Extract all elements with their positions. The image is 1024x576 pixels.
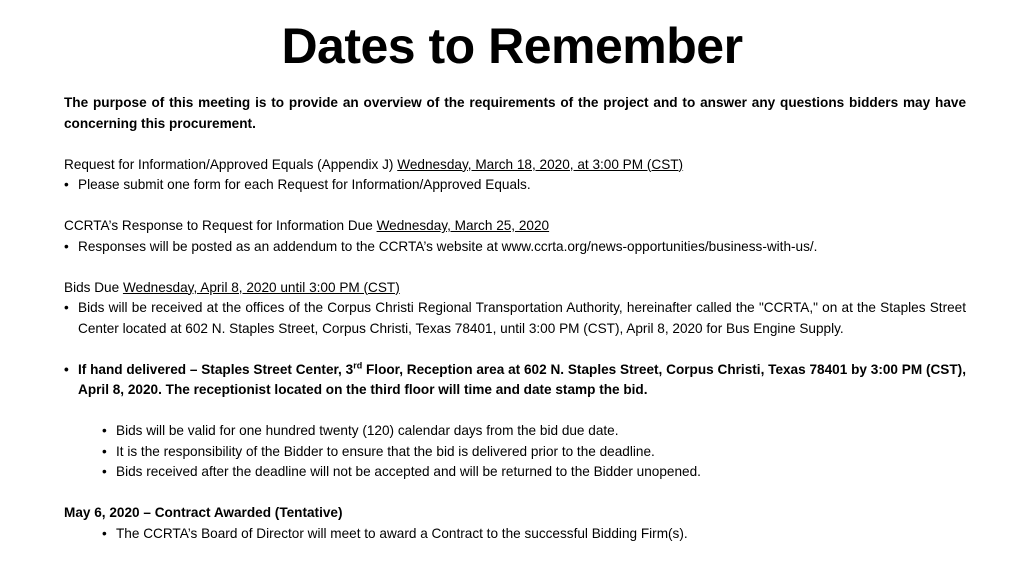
bullet-icon: • xyxy=(102,423,107,438)
bids-date: Wednesday, April 8, 2020 until 3:00 PM (CST) xyxy=(122,279,400,295)
spacer xyxy=(64,196,966,217)
bids-label: Bids Due xyxy=(64,279,123,295)
response-date: Wednesday, March 25, 2020 xyxy=(376,218,550,233)
bullet-icon: • xyxy=(102,464,107,479)
bids-heading xyxy=(64,278,966,299)
hand-part2: Floor, Reception area at 602 N. Staples Street, Corpus Christi, Texas 78401 by 3:00 PM (CST), April 8, 2020. The receptionist located on the third floor will time and date stamp the bid. xyxy=(78,361,966,397)
response-label: CCRTA’s Response to Request for Information Due xyxy=(64,218,377,233)
list-item xyxy=(64,524,966,545)
response-heading xyxy=(64,216,966,237)
bullet-icon: • xyxy=(64,238,69,254)
award-bullet-text: The CCRTA’s Board of Director will meet to award a Contract to the successful Bidding Firm(s). xyxy=(116,525,688,541)
bullet-icon: • xyxy=(64,300,69,315)
list-item xyxy=(64,421,966,442)
spacer xyxy=(64,339,966,360)
sub-bullet-text: Bids will be valid for one hundred twenty (120) calendar days from the bid due date. xyxy=(116,423,619,438)
list-item xyxy=(64,298,966,339)
bullet-icon: • xyxy=(102,443,107,459)
list-item xyxy=(64,462,966,483)
spacer xyxy=(64,401,966,422)
rfi-label: Request for Information/Approved Equals (Appendix J) xyxy=(64,156,398,172)
list-item xyxy=(64,360,966,401)
award-heading: May 6, 2020 – Contract Awarded (Tentative) xyxy=(64,505,343,520)
sub-bullet-text: Bids received after the deadline will not be accepted and will be returned to the Bidder unopened. xyxy=(116,464,701,479)
sub-bullet-text: It is the responsibility of the Bidder to ensure that the bid is delivered prior to the deadline. xyxy=(116,443,655,459)
list-item xyxy=(64,442,966,463)
list-item xyxy=(64,175,966,196)
list-item xyxy=(64,237,966,258)
spacer xyxy=(64,483,966,504)
bullet-icon: • xyxy=(64,177,69,192)
response-bullet-text: Responses will be posted as an addendum to the CCRTA’s website at www.ccrta.org/news-opportunities/business-with-us/. xyxy=(78,238,818,254)
bullet-icon: • xyxy=(64,361,69,377)
hand-delivered-text xyxy=(78,360,966,401)
rfi-date: Wednesday, March 18, 2020, at 3:00 PM (CST) xyxy=(397,156,684,172)
rfi-heading xyxy=(64,155,966,176)
bullet-icon: • xyxy=(102,525,107,541)
content-body xyxy=(64,93,966,544)
intro-paragraph: The purpose of this meeting is to provide an overview of the requirements of the project and to answer any questions bidders may have concerning this procurement. xyxy=(64,95,966,131)
spacer xyxy=(64,134,966,155)
hand-superscript: rd xyxy=(353,359,363,370)
rfi-bullet-text: Please submit one form for each Request for Information/Approved Equals. xyxy=(78,177,531,192)
hand-part1: If hand delivered – Staples Street Center, 3 xyxy=(78,361,354,377)
spacer xyxy=(64,257,966,278)
page-title: Dates to Remember xyxy=(281,18,743,74)
bids-bullet-text: Bids will be received at the offices of the Corpus Christi Regional Transportation Authority, hereinafter called the "CCRTA," on at the Staples Street Center located at 602 N. Staples Street, Corpus Christi, Texas 78401, until 3:00 PM (CST), April 8, 2020 for Bus Engine Supply. xyxy=(78,300,966,336)
